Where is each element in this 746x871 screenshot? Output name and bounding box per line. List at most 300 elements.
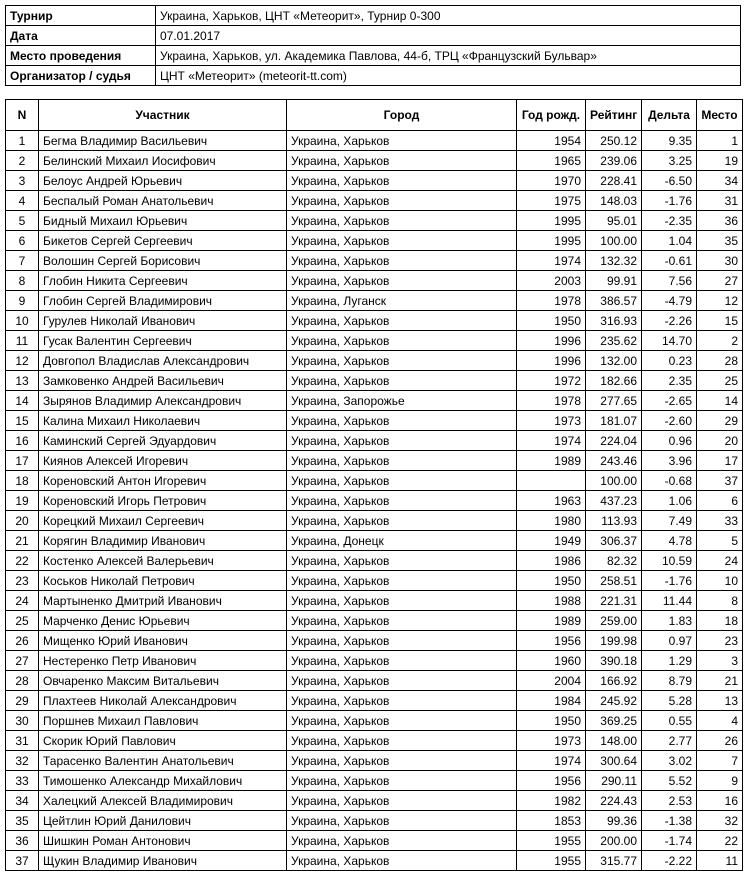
row-number: 9 [6,291,39,311]
city: Украина, Харьков [287,651,517,671]
place: 22 [697,831,743,851]
header-number: N [6,100,39,131]
city: Украина, Харьков [287,471,517,491]
place: 33 [697,511,743,531]
participant-name: Глобин Никита Сергеевич [39,271,287,291]
table-row [6,631,743,651]
row-number: 5 [6,211,39,231]
table-row [6,371,743,391]
participant-name: Коськов Николай Петрович [39,571,287,591]
table-row [6,431,743,451]
birth-year: 1995 [517,231,586,251]
city: Украина, Харьков [287,331,517,351]
table-row [6,231,743,251]
city: Украина, Харьков [287,131,517,151]
place: 9 [697,771,743,791]
birth-year: 1980 [517,511,586,531]
birth-year: 1950 [517,571,586,591]
place: 12 [697,291,743,311]
city: Украина, Харьков [287,591,517,611]
delta: 11.44 [642,591,697,611]
header-place: Место [697,100,743,131]
city: Украина, Харьков [287,731,517,751]
birth-year: 1949 [517,531,586,551]
participant-name: Нестеренко Петр Иванович [39,651,287,671]
delta: 1.83 [642,611,697,631]
participant-name: Бегма Владимир Васильевич [39,131,287,151]
row-number: 2 [6,151,39,171]
table-row [6,511,743,531]
participant-name: Корягин Владимир Иванович [39,531,287,551]
delta: 0.96 [642,431,697,451]
delta: 0.55 [642,711,697,731]
delta: 14.70 [642,331,697,351]
place: 3 [697,651,743,671]
birth-year: 1963 [517,491,586,511]
delta: 7.49 [642,511,697,531]
delta: -0.68 [642,471,697,491]
info-row-venue [6,46,741,66]
participant-name: Плахтеев Николай Александрович [39,691,287,711]
rating: 181.07 [586,411,642,431]
table-row [6,651,743,671]
birth-year: 1974 [517,251,586,271]
info-value-tournament: Украина, Харьков, ЦНТ «Метеорит», Турнир 0-300 [156,6,741,26]
participant-name: Белоус Андрей Юрьевич [39,171,287,191]
rating: 132.00 [586,351,642,371]
place: 1 [697,131,743,151]
info-row-date [6,26,741,46]
place: 24 [697,551,743,571]
row-number: 14 [6,391,39,411]
participant-name: Костенко Алексей Валерьевич [39,551,287,571]
rating: 245.92 [586,691,642,711]
city: Украина, Харьков [287,171,517,191]
row-number: 8 [6,271,39,291]
birth-year: 1956 [517,631,586,651]
row-number: 32 [6,751,39,771]
delta: 2.77 [642,731,697,751]
birth-year: 1975 [517,191,586,211]
rating: 182.66 [586,371,642,391]
city: Украина, Харьков [287,311,517,331]
info-value-organizer: ЦНТ «Метеорит» (meteorit-tt.com) [156,66,741,86]
city: Украина, Харьков [287,251,517,271]
place: 11 [697,851,743,871]
city: Украина, Харьков [287,611,517,631]
participant-name: Волошин Сергей Борисович [39,251,287,271]
delta: 5.52 [642,771,697,791]
birth-year: 1974 [517,751,586,771]
row-number: 16 [6,431,39,451]
row-number: 22 [6,551,39,571]
birth-year: 1955 [517,851,586,871]
participant-name: Кореновский Игорь Петрович [39,491,287,511]
table-row [6,271,743,291]
place: 25 [697,371,743,391]
participant-name: Гусак Валентин Сергеевич [39,331,287,351]
birth-year: 1973 [517,731,586,751]
rating: 224.43 [586,791,642,811]
info-value-date: 07.01.2017 [156,26,741,46]
row-number: 19 [6,491,39,511]
birth-year: 1989 [517,451,586,471]
row-number: 33 [6,771,39,791]
delta: -4.79 [642,291,697,311]
birth-year: 1988 [517,591,586,611]
rating: 300.64 [586,751,642,771]
row-number: 35 [6,811,39,831]
table-row [6,311,743,331]
rating: 100.00 [586,231,642,251]
header-participant: Участник [39,100,287,131]
participant-name: Глобин Сергей Владимирович [39,291,287,311]
city: Украина, Харьков [287,271,517,291]
info-row-organizer [6,66,741,86]
place: 34 [697,171,743,191]
participant-name: Бидный Михаил Юрьевич [39,211,287,231]
birth-year: 1955 [517,831,586,851]
row-number: 6 [6,231,39,251]
table-row [6,771,743,791]
table-row [6,531,743,551]
participant-name: Кореновский Антон Игоревич [39,471,287,491]
participant-name: Щукин Владимир Иванович [39,851,287,871]
city: Украина, Харьков [287,431,517,451]
delta: 1.04 [642,231,697,251]
participant-name: Халецкий Алексей Владимирович [39,791,287,811]
rating: 258.51 [586,571,642,591]
birth-year: 1954 [517,131,586,151]
participant-name: Тимошенко Александр Михайлович [39,771,287,791]
tournament-info-table [5,5,741,86]
city: Украина, Харьков [287,571,517,591]
place: 31 [697,191,743,211]
delta: -2.65 [642,391,697,411]
birth-year: 1965 [517,151,586,171]
table-row [6,391,743,411]
place: 2 [697,331,743,351]
table-row [6,451,743,471]
delta: 10.59 [642,551,697,571]
table-row [6,491,743,511]
birth-year [517,471,586,491]
rating: 235.62 [586,331,642,351]
table-row [6,571,743,591]
rating: 199.98 [586,631,642,651]
place: 5 [697,531,743,551]
results-header-row [6,100,743,131]
place: 29 [697,411,743,431]
city: Украина, Харьков [287,631,517,651]
table-row [6,551,743,571]
row-number: 21 [6,531,39,551]
table-row [6,411,743,431]
table-row [6,171,743,191]
birth-year: 1996 [517,331,586,351]
rating: 437.23 [586,491,642,511]
delta: 3.96 [642,451,697,471]
row-number: 12 [6,351,39,371]
participant-name: Зырянов Владимир Александрович [39,391,287,411]
birth-year: 1956 [517,771,586,791]
city: Украина, Харьков [287,491,517,511]
row-number: 24 [6,591,39,611]
row-number: 36 [6,831,39,851]
rating: 148.00 [586,731,642,751]
place: 17 [697,451,743,471]
row-number: 26 [6,631,39,651]
participant-name: Марченко Денис Юрьевич [39,611,287,631]
rating: 200.00 [586,831,642,851]
city: Украина, Харьков [287,711,517,731]
birth-year: 1973 [517,411,586,431]
table-row [6,211,743,231]
city: Украина, Харьков [287,511,517,531]
place: 10 [697,571,743,591]
place: 30 [697,251,743,271]
delta: 8.79 [642,671,697,691]
rating: 369.25 [586,711,642,731]
table-row [6,791,743,811]
row-number: 10 [6,311,39,331]
participant-name: Киянов Алексей Игоревич [39,451,287,471]
city: Украина, Луганск [287,291,517,311]
participant-name: Довгопол Владислав Александрович [39,351,287,371]
participant-name: Поршнев Михаил Павлович [39,711,287,731]
rating: 290.11 [586,771,642,791]
table-row [6,191,743,211]
table-row [6,331,743,351]
delta: 5.28 [642,691,697,711]
table-row [6,751,743,771]
rating: 306.37 [586,531,642,551]
city: Украина, Харьков [287,851,517,871]
city: Украина, Харьков [287,451,517,471]
delta: -1.38 [642,811,697,831]
header-city: Город [287,100,517,131]
delta: -2.35 [642,211,697,231]
row-number: 29 [6,691,39,711]
city: Украина, Харьков [287,791,517,811]
place: 18 [697,611,743,631]
birth-year: 1970 [517,171,586,191]
city: Украина, Запорожье [287,391,517,411]
city: Украина, Харьков [287,831,517,851]
rating: 243.46 [586,451,642,471]
rating: 99.91 [586,271,642,291]
table-row [6,251,743,271]
info-label-date: Дата [6,26,156,46]
city: Украина, Харьков [287,351,517,371]
birth-year: 2004 [517,671,586,691]
row-number: 7 [6,251,39,271]
city: Украина, Харьков [287,671,517,691]
row-number: 31 [6,731,39,751]
row-number: 18 [6,471,39,491]
info-label-venue: Место проведения [6,46,156,66]
delta: -1.76 [642,191,697,211]
delta: 7.56 [642,271,697,291]
row-number: 3 [6,171,39,191]
place: 16 [697,791,743,811]
row-number: 25 [6,611,39,631]
participant-name: Скорик Юрий Павлович [39,731,287,751]
place: 7 [697,751,743,771]
birth-year: 1996 [517,351,586,371]
table-row [6,831,743,851]
row-number: 37 [6,851,39,871]
participant-name: Беспалый Роман Анатольевич [39,191,287,211]
table-row [6,291,743,311]
participant-name: Бикетов Сергей Сергеевич [39,231,287,251]
birth-year: 1950 [517,311,586,331]
rating: 100.00 [586,471,642,491]
delta: 9.35 [642,131,697,151]
header-rating: Рейтинг [586,100,642,131]
place: 36 [697,211,743,231]
city: Украина, Харьков [287,551,517,571]
table-row [6,811,743,831]
row-number: 30 [6,711,39,731]
place: 8 [697,591,743,611]
header-delta: Дельта [642,100,697,131]
city: Украина, Донецк [287,531,517,551]
table-row [6,691,743,711]
rating: 221.31 [586,591,642,611]
rating: 132.32 [586,251,642,271]
participant-name: Мартыненко Дмитрий Иванович [39,591,287,611]
participant-name: Мищенко Юрий Иванович [39,631,287,651]
delta: -6.50 [642,171,697,191]
row-number: 23 [6,571,39,591]
birth-year: 1853 [517,811,586,831]
table-row [6,151,743,171]
rating: 386.57 [586,291,642,311]
city: Украина, Харьков [287,411,517,431]
table-row [6,351,743,371]
rating: 228.41 [586,171,642,191]
city: Украина, Харьков [287,371,517,391]
row-number: 13 [6,371,39,391]
place: 13 [697,691,743,711]
birth-year: 1972 [517,371,586,391]
row-number: 17 [6,451,39,471]
rating: 239.06 [586,151,642,171]
info-row-tournament [6,6,741,26]
birth-year: 2003 [517,271,586,291]
rating: 315.77 [586,851,642,871]
delta: 4.78 [642,531,697,551]
table-row [6,731,743,751]
rating: 99.36 [586,811,642,831]
rating: 148.03 [586,191,642,211]
participant-name: Тарасенко Валентин Анатольевич [39,751,287,771]
place: 28 [697,351,743,371]
participant-name: Овчаренко Максим Витальевич [39,671,287,691]
table-row [6,611,743,631]
table-row [6,851,743,871]
rating: 259.00 [586,611,642,631]
delta: -1.74 [642,831,697,851]
row-number: 11 [6,331,39,351]
table-row [6,711,743,731]
place: 20 [697,431,743,451]
participant-name: Корецкий Михаил Сергеевич [39,511,287,531]
place: 27 [697,271,743,291]
rating: 316.93 [586,311,642,331]
city: Украина, Харьков [287,191,517,211]
table-row [6,471,743,491]
place: 15 [697,311,743,331]
participant-name: Калина Михаил Николаевич [39,411,287,431]
participant-name: Шишкин Роман Антонович [39,831,287,851]
place: 4 [697,711,743,731]
birth-year: 1982 [517,791,586,811]
birth-year: 1950 [517,711,586,731]
place: 21 [697,671,743,691]
delta: -2.22 [642,851,697,871]
delta: 0.97 [642,631,697,651]
city: Украина, Харьков [287,811,517,831]
birth-year: 1995 [517,211,586,231]
rating: 113.93 [586,511,642,531]
city: Украина, Харьков [287,771,517,791]
birth-year: 1960 [517,651,586,671]
info-label-organizer: Организатор / судья [6,66,156,86]
rating: 95.01 [586,211,642,231]
participant-name: Белинский Михаил Иосифович [39,151,287,171]
row-number: 4 [6,191,39,211]
delta: 1.06 [642,491,697,511]
city: Украина, Харьков [287,211,517,231]
city: Украина, Харьков [287,231,517,251]
place: 32 [697,811,743,831]
city: Украина, Харьков [287,691,517,711]
table-row [6,591,743,611]
rating: 166.92 [586,671,642,691]
city: Украина, Харьков [287,151,517,171]
header-birth-year: Год рожд. [517,100,586,131]
place: 35 [697,231,743,251]
info-label-tournament: Турнир [6,6,156,26]
participant-name: Цейтлин Юрий Данилович [39,811,287,831]
row-number: 1 [6,131,39,151]
rating: 277.65 [586,391,642,411]
birth-year: 1978 [517,391,586,411]
place: 6 [697,491,743,511]
participant-name: Каминский Сергей Эдуардович [39,431,287,451]
delta: -2.60 [642,411,697,431]
birth-year: 1978 [517,291,586,311]
place: 14 [697,391,743,411]
place: 19 [697,151,743,171]
participant-name: Замковенко Андрей Васильевич [39,371,287,391]
row-number: 27 [6,651,39,671]
delta: -2.26 [642,311,697,331]
results-table [5,99,743,871]
birth-year: 1989 [517,611,586,631]
row-number: 20 [6,511,39,531]
delta: 2.53 [642,791,697,811]
rating: 224.04 [586,431,642,451]
place: 23 [697,631,743,651]
birth-year: 1974 [517,431,586,451]
info-value-venue: Украина, Харьков, ул. Академика Павлова, 44-б, ТРЦ «Французский Бульвар» [156,46,741,66]
birth-year: 1986 [517,551,586,571]
delta: -0.61 [642,251,697,271]
table-row [6,131,743,151]
